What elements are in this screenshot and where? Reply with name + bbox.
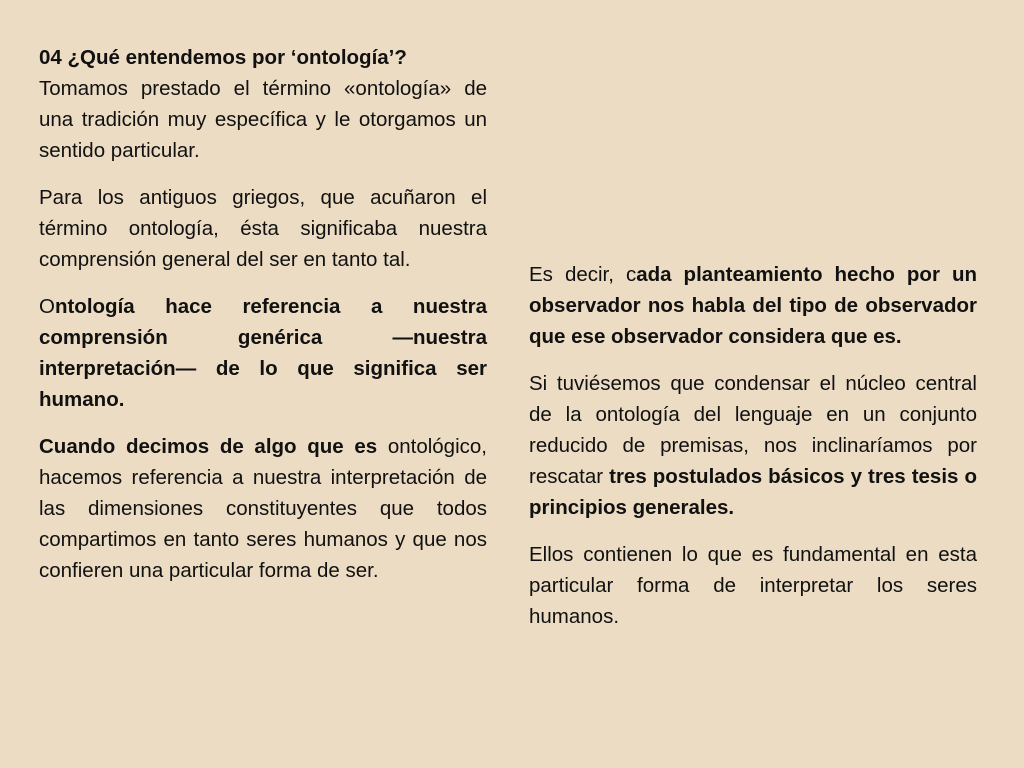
- observer-lead: Es decir, c: [529, 263, 637, 286]
- left-column: [39, 42, 487, 602]
- right-column: [529, 259, 977, 648]
- fundamentals-paragraph: Ellos contienen lo que es fundamental en esta particular forma de interpretar los seres humanos.: [529, 543, 977, 628]
- greeks-paragraph: Para los antiguos griegos, que acuñaron el término ontología, ésta significaba nuestra comprensión general del ser en tanto tal.: [39, 186, 487, 271]
- observer-paragraph: [529, 259, 977, 352]
- observer-bold: ada planteamiento hecho por un observador nos habla del tipo de observador que ese observador considera que es.: [529, 263, 977, 348]
- intro-paragraph: [39, 42, 487, 166]
- ontological-paragraph: [39, 431, 487, 586]
- premises-text: Si tuviésemos que condensar el núcleo central de la ontología del lenguaje en un conjunto reducido de premisas, nos inclinaríamos por rescatar: [529, 372, 977, 488]
- slide-title: 04 ¿Qué entendemos por ‘ontología’?: [39, 46, 407, 69]
- ontological-text: ontológico, hacemos referencia a nuestra interpretación de las dimensiones constituyentes que todos compartimos en tanto seres humanos y que nos confieren una particular forma de ser.: [39, 435, 487, 582]
- premises-paragraph: [529, 368, 977, 523]
- ontology-definition-paragraph: [39, 291, 487, 415]
- premises-bold: tres postulados básicos y tres tesis o principios generales.: [529, 465, 978, 519]
- ontological-bold: Cuando decimos de algo que es: [39, 435, 378, 458]
- ontology-definition-bold: ntología hace referencia a nuestra comprensión genérica —nuestra interpretación— de lo que significa ser humano.: [39, 295, 487, 411]
- ontology-definition-lead: O: [39, 295, 55, 318]
- intro-text: Tomamos prestado el término «ontología» de una tradición muy específica y le otorgamos un sentido particular.: [39, 77, 487, 162]
